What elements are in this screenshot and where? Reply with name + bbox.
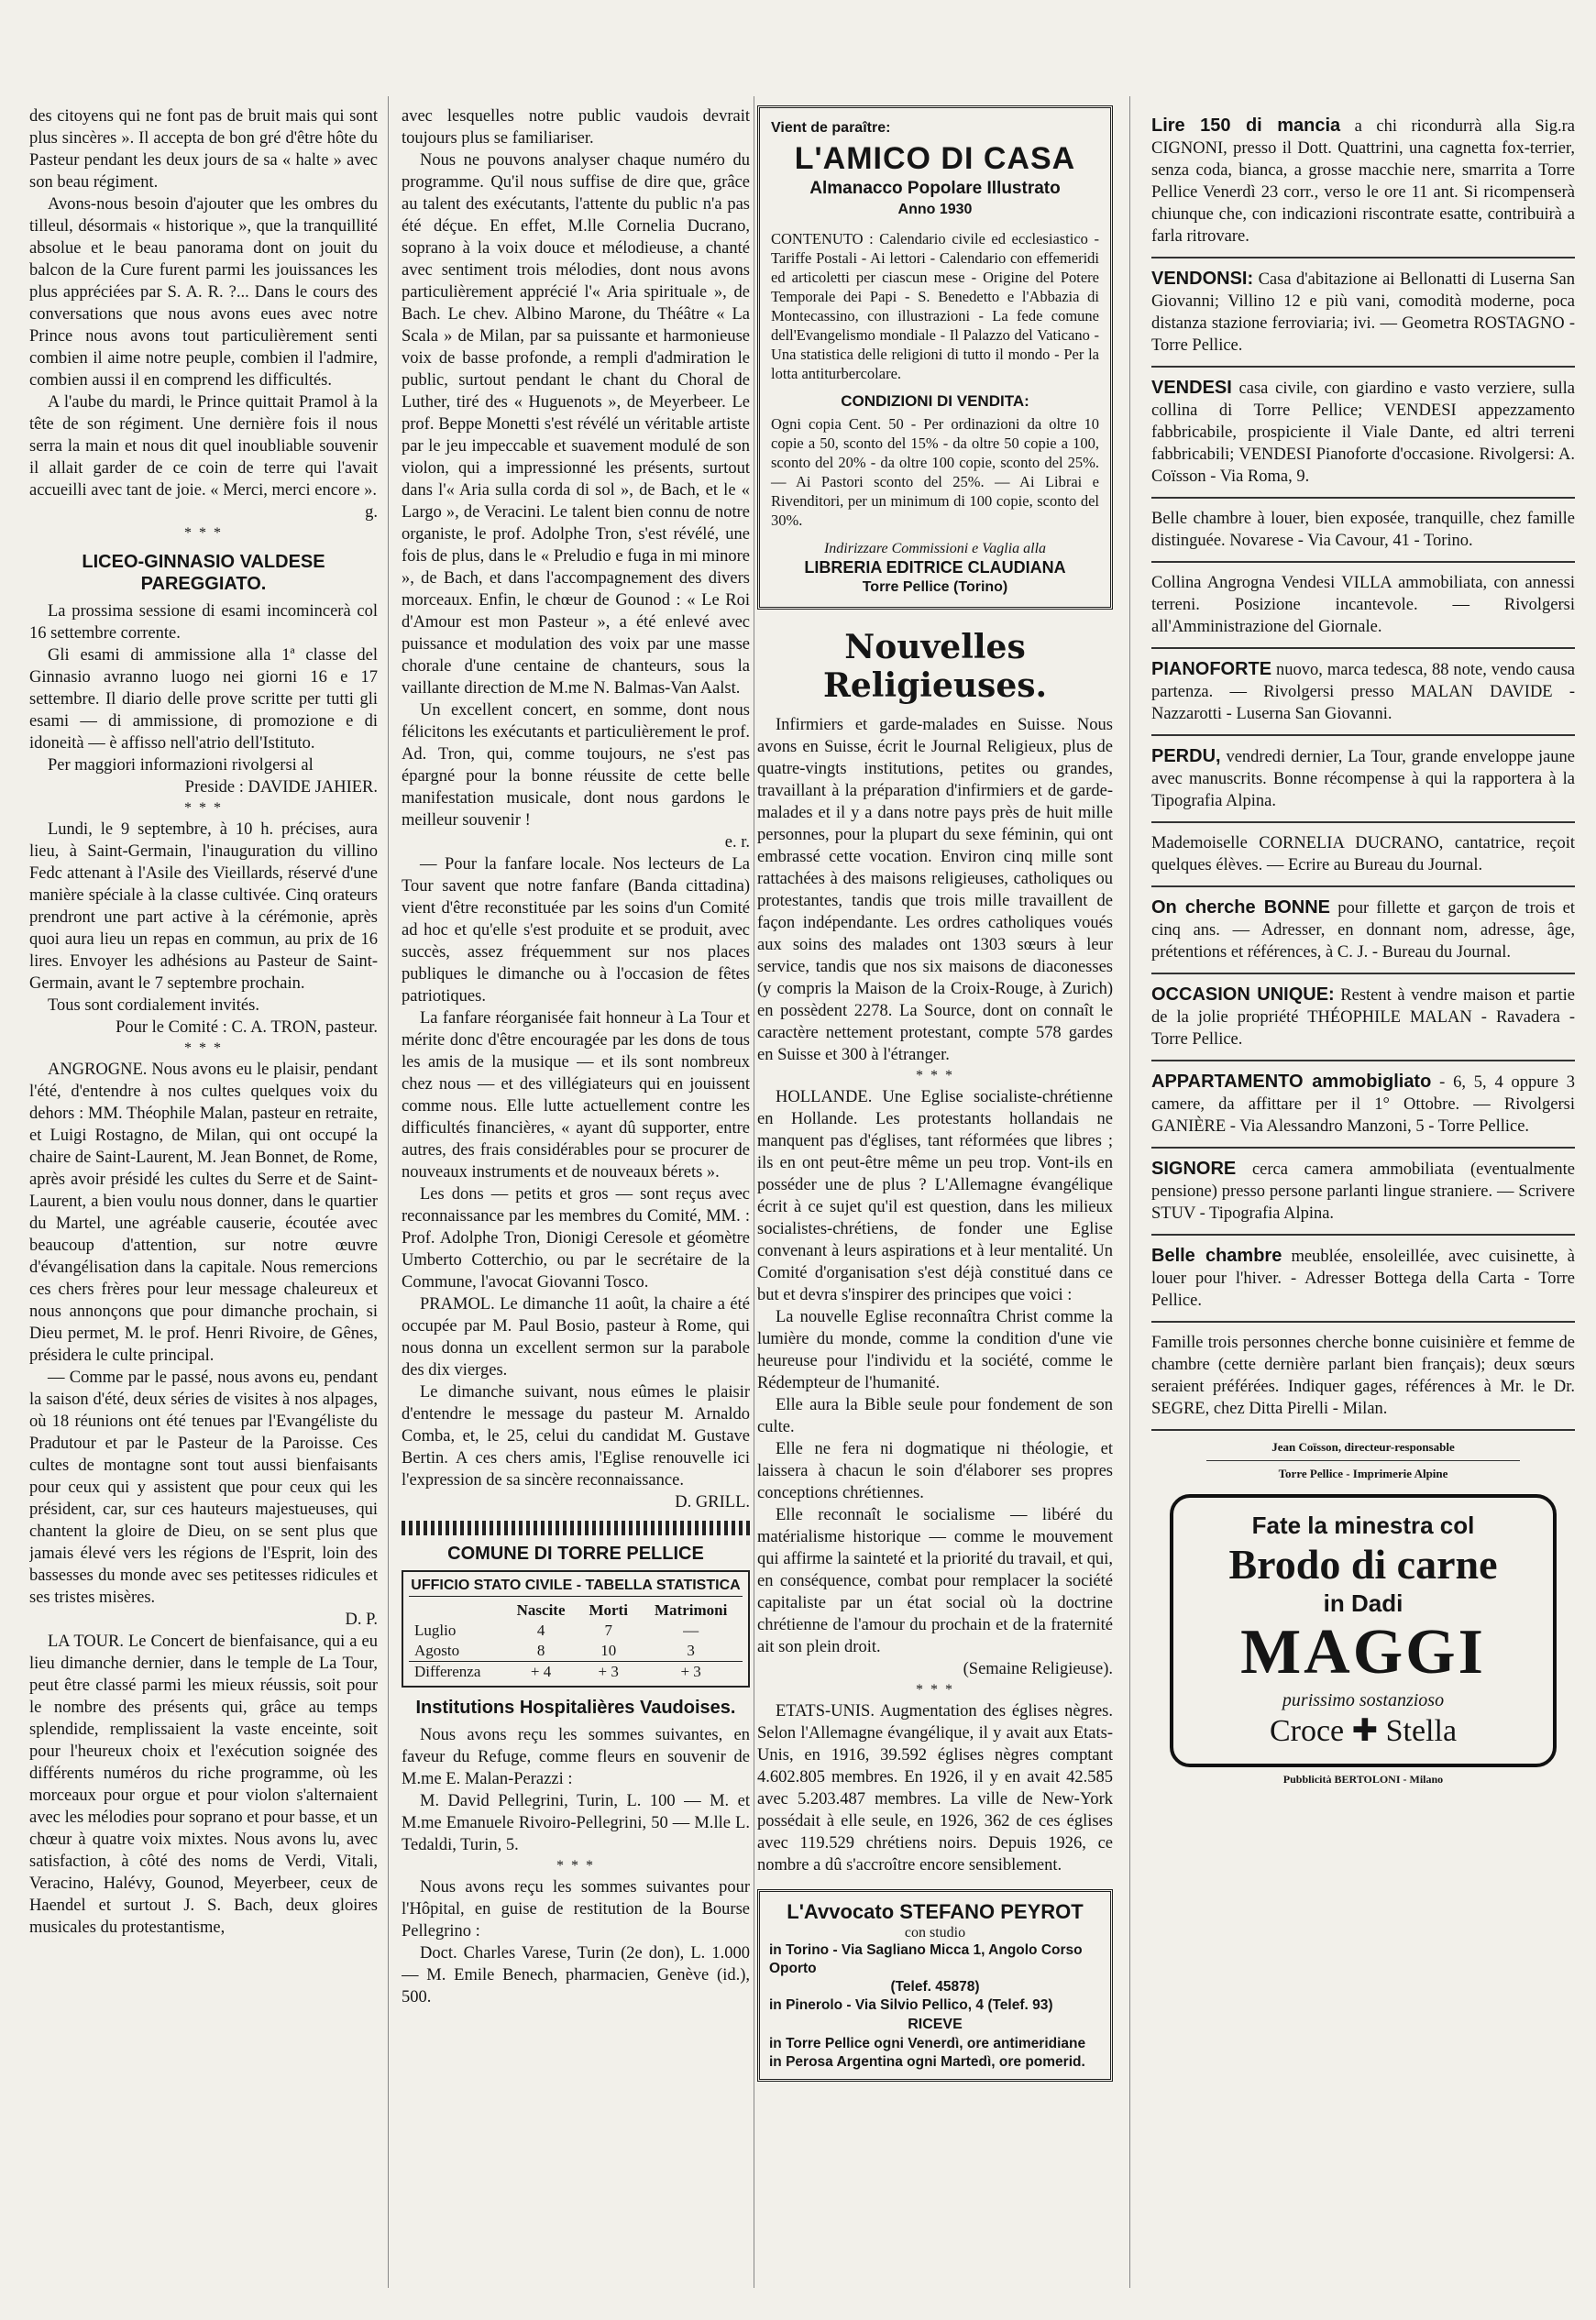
maggi-line2: Brodo di carne <box>1228 1541 1498 1588</box>
section-separator: * * * <box>916 1682 954 1698</box>
signature: Pour le Comité : C. A. TRON, pasteur. <box>116 1018 378 1037</box>
classified-ad <box>1151 1149 1575 1236</box>
amico-subtitle: Almanacco Popolare Illustrato <box>809 179 1061 198</box>
paragraph: LA TOUR. Le Concert de bienfaisance, qui a eu lieu dimanche dernier, dans le temple de La Tour, peut être classé parmi les mieux réussis, soit pour le nombre des présents qui, grâce au temps splendide, remplissaient la vaste enceinte, soit pour l'heureux choix et l'exécution soignée des différents numéros du riche programme, où les morceaux pour orgue et pour violon s'alternaient avec les mélodies pour soprano et pour basse, et un chœur à quatre voix mixtes. Nous avons lu, avec satisfaction, à côté des noms de Verdi, Vitali, Veracino, Halévy, Gounod, Meyerbeer, ceux de Haendel et surtout J. S. Bach, deux gloires musicales du protestantisme, <box>29 1633 378 1937</box>
signature: e. r. <box>724 833 750 852</box>
column-2-articles <box>402 105 750 1513</box>
section-separator: * * * <box>556 1858 595 1874</box>
paragraph: La nouvelle Eglise reconnaîtra Christ comme la lumière du monde, comme la condition d'une vie heureuse pour l'individu et la société, comme le Rédempteur de l'humanité. <box>757 1308 1113 1392</box>
classified-ad-lead: Lire 150 di mancia <box>1151 115 1341 136</box>
signature: g. <box>365 503 378 522</box>
heading: Institutions Hospitalières Vaudoises. <box>415 1698 736 1718</box>
stat-cell: Luglio <box>414 1622 457 1639</box>
paragraph: ANGROGNE. Nous avons eu le plaisir, pendant l'été, d'entendre à nos cultes quelques voix du dehors : MM. Théophile Malan, pasteur en retraite, et Luigi Rostagno, de Milan, qui ont occupé la chaire de Saint-Laurent, M. Jean Bonnet, de Rome, après avoir présidé les cultes du Serre et de Saint-Laurent, a bien voulu nous donner, dans le quartier du Martel, une agréable causerie, écoutée avec beaucoup d'attention, sur notre œuvre d'évangélisation dans la capitale. Nous remercions ces chers frères pour leur message chaleureux et nous annonçons que pour dimanche prochain, si Dieu permet, M. le prof. Henri Rivoire, de Gênes, présidera le culte principal. <box>29 1061 378 1365</box>
stat-cell: 4 <box>536 1622 545 1639</box>
paragraph: M. David Pellegrini, Turin, L. 100 — M. et M.me Emanuele Rivoiro-Pellegrini, 50 — M.lle L. Tedaldi, Turin, 5. <box>402 1792 750 1854</box>
stat-row <box>409 1621 743 1641</box>
classified-ad <box>1151 105 1575 258</box>
stat-table-box <box>402 1570 750 1688</box>
classified-ad-body: nuovo, marca tedesca, 88 note, vendo causa partenza. — Rivolgersi presso MALAN DAVIDE - Nazzarotti - Luserna San Giovanni. <box>1151 661 1575 723</box>
section-separator: * * * <box>184 1040 223 1056</box>
classified-ad-body: pour fillette et garçon de trois et cinq ans. — Adresser, en donnant nom, adresse, âge, prétentions et références, à C. J. - Bureau du Journal. <box>1151 899 1575 962</box>
paragraph: La prossima sessione di esami incomincerà col 16 settembre corrente. <box>29 602 378 643</box>
heading: LICEO-GINNASIO VALDESE PAREGGIATO. <box>82 552 325 594</box>
paragraph: des citoyens qui ne font pas de bruit mais qui sont plus sincères ». Il accepta de bon gré d'être hôte du Pasteur pendant les deux jours de sa « halte » avec son beau régiment. <box>29 107 378 192</box>
classified-ad-text <box>1151 268 1575 357</box>
classified-ad-lead: SIGNORE <box>1151 1159 1237 1179</box>
classified-ad-lead: PERDU, <box>1151 746 1221 766</box>
classified-ad <box>1151 1061 1575 1149</box>
amico-city: Torre Pellice (Torino) <box>862 579 1008 595</box>
avvocato-torino: in Torino - Via Sagliano Micca 1, Angolo Corso Oporto <box>769 1942 1083 1976</box>
maggi-line5: purissimo sostanzioso <box>1282 1690 1445 1710</box>
comune-title: COMUNE DI TORRE PELLICE <box>447 1544 704 1564</box>
classified-ad-lead: VENDONSI: <box>1151 269 1254 289</box>
classified-ad <box>1151 1236 1575 1323</box>
paragraph: Nous avons reçu les sommes suivantes pour l'Hôpital, en guise de restitution de la Bourse Pellegrino : <box>402 1878 750 1941</box>
paragraph: Les dons — petits et gros — sont reçus avec reconnaissance par les membres du Comité, MM. : Prof. Adolphe Tron, Dionigi Ceresole et géomètre Umberto Cotterchio, ou par le secrétaire de la Commune, l'avocat Giovanni Tosco. <box>402 1185 750 1292</box>
amico-libreria: LIBRERIA EDITRICE CLAUDIANA <box>804 558 1066 577</box>
stat-cell: Differenza <box>414 1663 481 1680</box>
amico-year: Anno 1930 <box>897 202 973 217</box>
classified-ad-body: Casa d'abitazione ai Bellonatti di Luserna San Giovanni; Villino 12 e più vani, comodità moderne, poca distanza stazione ferroviaria; ivi. — Geometra ROSTAGNO - Torre Pellice. <box>1151 270 1575 355</box>
classified-ad <box>1151 499 1575 563</box>
signature: D. P. <box>345 1611 378 1629</box>
paragraph: Per maggiori informazioni rivolgersi al <box>48 756 314 775</box>
classified-ad-lead: VENDESI <box>1151 378 1232 398</box>
classified-ad-text <box>1151 745 1575 812</box>
classified-ad-text <box>1151 377 1575 488</box>
section-separator: * * * <box>184 800 223 816</box>
maggi-brand: MAGGI <box>1240 1617 1486 1688</box>
amico-indir: Indirizzare Commissioni e Vaglia alla <box>823 541 1047 556</box>
section-separator: * * * <box>184 525 223 541</box>
nouvelles-religieuses-title: Nouvelles Religieuses. <box>822 628 1048 705</box>
stat-row <box>409 1641 743 1662</box>
classified-ad-text <box>1151 508 1575 552</box>
stat-cell: — <box>683 1622 699 1639</box>
classified-ad-text <box>1151 1158 1575 1225</box>
paragraph: — Pour la fanfare locale. Nos lecteurs de La Tour savent que notre fanfare (Banda cittadina) vient d'être reconstituée par les soins d'un Comité ad hoc et qu'elle s'est produite et se produit, avec succès, assez fréquemment sur nos places publiques le dimanche ou à l'occasion de fêtes patriotiques. <box>402 855 750 1006</box>
classified-ad-text <box>1151 658 1575 725</box>
maggi-line3: in Dadi <box>1323 1589 1403 1617</box>
classified-ad-lead: PIANOFORTE <box>1151 659 1272 679</box>
signature: D. GRILL. <box>675 1493 750 1512</box>
column-3 <box>757 105 1113 2082</box>
maggi-line6: Croce ✚ Stella <box>1269 1714 1458 1748</box>
classified-ad-text <box>1151 832 1575 876</box>
avvocato-torino-tel: (Telef. 45878) <box>890 1979 980 1995</box>
classified-ad-text <box>1151 1245 1575 1312</box>
column-1 <box>29 105 378 1939</box>
footer-director: Jean Coïsson, directeur-responsable <box>1271 1440 1455 1454</box>
amico-pre: Vient de paraître: <box>771 120 891 136</box>
avvocato-pinerolo: in Pinerolo - Via Silvio Pellico, 4 (Telef. 93) <box>769 1997 1053 2013</box>
column-2 <box>402 105 750 2008</box>
paragraph: ETATS-UNIS. Augmentation des églises nègres. Selon l'Allemagne évangélique, il y avait aux Etats-Unis, en 1916, 39.592 églises nègres comptant 4.602.805 membres. En 1926, il y en avait 42.585 avec 5.203.487 membres. La ville de New-York possédait à elle seule, en 1926, 362 de ces églises avec 119.529 chrétiens noirs. Depuis 1926, ce nombre a dû s'accroître encore sensiblement. <box>757 1702 1113 1875</box>
amico-di-casa-ad <box>757 105 1113 610</box>
classified-ad-body: Mademoiselle CORNELIA DUCRANO, cantatrice, reçoit quelques élèves. — Ecrire au Bureau du Journal. <box>1151 834 1575 874</box>
stat-header <box>409 1600 504 1621</box>
classified-ad-body: Belle chambre à louer, bien exposée, tranquille, chez famille distinguée. Novarese - Via Cavour, 41 - Torino. <box>1151 510 1575 550</box>
paragraph: Le dimanche suivant, nous eûmes le plaisir d'entendre le message du pasteur M. Arnaldo Comba, et, le 25, celui du candidat M. Gustave Bertin. A ces chers amis, l'Eglise renouvelle ici l'expression de sa sincère reconnaissance. <box>402 1383 750 1490</box>
avvocato-perosa: in Perosa Argentina ogni Martedì, ore pomerid. <box>769 2054 1085 2070</box>
stat-cell: + 3 <box>680 1663 701 1680</box>
paragraph: Nous ne pouvons analyser chaque numéro du programme. Qu'il nous suffise de dire que, grâce au talent des exécutants, l'attente du public n'a pas été déçue. En effet, M.lle Cornelia Ducrano, soprano à la voix douce et mélodieuse, a chanté avec sentiment trois mélodies, dont nous avons particulièrement apprécié l'« Aria spirituale », de Bach. Le chev. Albino Marone, du Théâtre « La Scala » de Milan, par sa puissante et harmonieuse voix de basse profonde, a rempli d'admiration le public, surtout pendant le chant du Choral de Luther, tiré des « Huguenots », de Meyerbeer. Le prof. Beppe Monetti s'est révélé un véritable artiste par le jeu impeccable et suavement modulé de son violon, qui a impressionné les présents, surtout dans l'« Aria sulla corda di sol », de Bach, et le « Largo », de Veracini. Le talent bien connu de notre organiste, le prof. Adolphe Tron, s'est révélé, une fois de plus, dans le « Preludio e fuga in mi minore », de Bach, et dans l'accompagnement des divers morceaux. Enfin, le chœur de Gounod : « Le Roi d'Amour est mon Pasteur », a été enlevé avec puissance et modulation des voix par une masse chorale d'une centaine de chanteurs, sous la vaillante direction de M.me N. Balmas-Van Aalst. <box>402 151 750 698</box>
column-4-classifieds <box>1151 105 1575 1787</box>
classified-ads <box>1151 105 1575 1431</box>
institutions-section <box>402 1697 750 2008</box>
paragraph: HOLLANDE. Une Eglise socialiste-chrétienne en Hollande. Les protestants hollandais ne manquent pas d'églises, tant réformées que libres ; ils en ont peut-être même un peu trop. Vont-ils en posséder une de plus ? L'Allemagne évangélique écrit à ce sujet qu'il est question, dans les milieux socialistes-chrétiens, de fonder une Eglise convenant à leurs aspirations et à leur mentalité. Un Comité d'organisation s'est déjà constitué dans ce but et devra s'inspirer des principes que voici : <box>757 1088 1113 1304</box>
classified-ad <box>1151 974 1575 1061</box>
maggi-line1: Fate la minestra col <box>1251 1512 1475 1539</box>
classified-ad-text <box>1151 572 1575 638</box>
pubblicita-credit: Pubblicità BERTOLONI - Milano <box>1282 1773 1444 1786</box>
stat-cell: 7 <box>604 1622 612 1639</box>
stat-cell: 10 <box>600 1642 617 1659</box>
stat-cell: Agosto <box>414 1642 460 1659</box>
paragraph: Infirmiers et garde-malades en Suisse. Nous avons en Suisse, écrit le Journal Religieux, plus de quatre-vingts institutions, petites ou grandes, travaillant à la préparation d'infirmiers et de garde-malades et il y a dans notre pays près de huit mille personnes, pour la plupart du sexe féminin, qui ont embrassé cette vocation. Environ cinq mille sont rattachées à des maisons religieuses, catholiques ou protestantes, tandis que trois mille travaillent de façon indépendante. Les ordres catholiques voués aux soins des malades ont 1303 sœurs à leur service, tandis que nos six maisons de diaconesses (y compris la Maison de la Croix-Rouge, à Zurich) en possèdent 2278. La Source, dont on connaît le caractère nettement protestant, compte 578 gardes en Suisse et 300 à l'étranger. <box>757 716 1113 1064</box>
paragraph: Elle aura la Bible seule pour fondement de son culte. <box>757 1396 1113 1436</box>
classified-ad-body: Famille trois personnes cherche bonne cuisinière et femme de chambre (cette dernière parlant bien français); deux sœurs seraient préférées. Indiquer gages, références à Mr. le Dr. SEGRE, chez Ditta Pirelli - Milan. <box>1151 1334 1575 1418</box>
classified-ad <box>1151 563 1575 649</box>
amico-cond: Ogni copia Cent. 50 - Per ordinazioni da oltre 10 copie a 50, sconto del 15% - da oltre 50 copie a 100, sconto del 20% - da oltre 100 copie, sconto del 25%. — Ai Pastori sconto del 25%. — Ai Librai e Rivenditori, per un minimum di 100 copie, sconto del 30%. <box>771 415 1099 529</box>
stat-table <box>409 1600 743 1682</box>
paragraph: avec lesquelles notre public vaudois devrait toujours plus se familiariser. <box>402 107 750 148</box>
classified-ad <box>1151 368 1575 499</box>
section-separator: * * * <box>916 1068 954 1083</box>
signature: Preside : DAVIDE JAHIER. <box>184 778 378 797</box>
classified-ad-body: Collina Angrogna Vendesi VILLA ammobiliata, con annessi terreni. Posizione incantevole. — Rivolgersi all'Amministrazione del Giornale. <box>1151 574 1575 636</box>
classified-ad-body: - 6, 5, 4 oppure 3 camere, da affittare per il 1° Ottobre. — Rivolgersi GANIÈRE - Via Alessandro Manzoni, 5 - Torre Pellice. <box>1151 1073 1575 1136</box>
classified-ad-body: a chi ricondurrà alla Sig.ra CIGNONI, presso il Dott. Quattrini, una cagnetta fox-terrier, senza coda, bianca, a grosse macchie nere, smarrita a Torre Pellice Venerdì 23 corr., verso le ore 11 ant. Si ricompenserà chiunque che, con indicazioni riscontrate esatte, contribuirà a farla ritrovare. <box>1151 117 1575 246</box>
classified-ad-lead: Belle chambre <box>1151 1246 1282 1266</box>
paragraph: Lundi, le 9 septembre, à 10 h. précises, aura lieu, à Saint-Germain, l'inauguration du villino Fedc attenant à l'Asile des Vieillards, réservé d'une manière spéciale à la classe cultivée. Cinq orateurs prendront une part active à la cérémonie, après quoi aura lieu un repas en commun, au prix de 16 lires. Envoyer les adhésions au Pasteur de Saint-Germain, avant le 7 septembre prochain. <box>29 820 378 993</box>
classified-ad-text <box>1151 115 1575 247</box>
classified-ad-body: meublée, ensoleillée, avec cuisinette, à louer pour l'hiver. - Adresser Bottega della Carta - Torre Pellice. <box>1151 1248 1575 1310</box>
ornament-divider <box>402 1521 750 1535</box>
classified-ad-text <box>1151 1071 1575 1138</box>
paragraph: Nous avons reçu les sommes suivantes, en faveur du Refuge, comme fleurs en souvenir de M.me E. Malan-Perazzi : <box>402 1726 750 1788</box>
amico-title: L'AMICO DI CASA <box>794 141 1076 176</box>
classified-ad-lead: OCCASION UNIQUE: <box>1151 984 1335 1005</box>
stat-cell: + 4 <box>530 1663 552 1680</box>
classified-ad <box>1151 1323 1575 1431</box>
signature: (Semaine Religieuse). <box>963 1660 1113 1678</box>
stat-row <box>409 1662 743 1683</box>
footer-printer: Torre Pellice - Imprimerie Alpine <box>1278 1467 1448 1480</box>
paragraph: A l'aube du mardi, le Prince quittait Pramol à la tête de son régiment. Une dernière fois il nous serra la main et nous dit quel inoubliable souvenir il allait garder de ce coin de terre qui l'avait accueilli avec tant de joie. « Merci, merci encore ». <box>29 393 378 500</box>
stat-table-subtitle: UFFICIO STATO CIVILE - TABELLA STATISTICA <box>409 1576 743 1597</box>
stat-header: Nascite <box>516 1601 566 1619</box>
classified-ad-text <box>1151 896 1575 963</box>
paragraph: PRAMOL. Le dimanche 11 août, la chaire a été occupée par M. Paul Bosio, pasteur à Rome, qui nous donna un excellent sermon sur la parabole des dix vierges. <box>402 1295 750 1380</box>
stat-header: Matrimoni <box>654 1601 728 1619</box>
paragraph: Elle reconnaît le socialisme — libéré du matérialisme historique — comme le mouvement qui affirme la sainteté et la priorité du travail, et qui, en conséquence, combat pour remplacer la société capitaliste par un état social où la doctrine chrétienne de l'amour du prochain et de la fraternité ait son plein droit. <box>757 1506 1113 1656</box>
classified-ad <box>1151 823 1575 887</box>
paragraph: Doct. Charles Varese, Turin (2e don), L. 1.000 — M. Emile Benech, pharmacien, Genève (id.), 500. <box>402 1944 750 2007</box>
avvocato-title: L'Avvocato STEFANO PEYROT <box>787 1900 1084 1923</box>
amico-contenuto: CONTENUTO : Calendario civile ed ecclesiastico - Tariffe Postali - Ai lettori - Calendario con effemeridi ed articoletti per ciascun mese - Origine del Potere Temporale dei Papi - S. Benedetto e l'Abbazia di Montecassino, con illustrazioni - La fede comune dell'Evangelismo mondiale - Il Palazzo del Vaticano - Una statistica delle religioni di tutto il mondo - Per la lotta antiturbercolare. <box>771 230 1099 382</box>
classified-ad <box>1151 736 1575 823</box>
classified-ad-text <box>1151 1332 1575 1420</box>
stat-header: Morti <box>589 1601 628 1619</box>
stat-cell: 3 <box>687 1642 695 1659</box>
paragraph: Gli esami di ammissione alla 1ª classe del Ginnasio avranno luogo nei giorni 16 e 17 settembre. Il diario delle prove scritte per tutti gli esami — di ammissione, di promozione e di idoneità — è affisso nell'atrio dell'Istituto. <box>29 646 378 753</box>
paragraph: Un excellent concert, en somme, dont nous félicitons les exécutants et particulièrement le prof. Ad. Tron, qui, comme toujours, ne s'est pas épargné pour la bonne réussite de cette belle manifestation musicale, dont nous gardons le meilleur souvenir ! <box>402 701 750 830</box>
classified-ad-body: cerca camera ammobiliata (eventualmente pensione) presso persone parlanti lingue straniere. — Scrivere STUV - Tipografia Alpina. <box>1151 1160 1575 1223</box>
paragraph: Elle ne fera ni dogmatique ni théologie, et laissera à chacun le soin d'élaborer ses propres conceptions chrétiennes. <box>757 1440 1113 1502</box>
maggi-ad <box>1170 1494 1557 1767</box>
classified-ad-lead: On cherche BONNE <box>1151 897 1330 918</box>
paragraph: Avons-nous besoin d'ajouter que les ombres du tilleul, désormais « historique », que la tranquillité absolue et le beau panorama dont on jouit du balcon de la Cure furent parmi les jouissances les plus appréciées par S. A. R. ?... Dans le cours des conversations que nous avons eues avec notre Prince nous avons tout particulièrement senti combien il aime notre peuple, combien il l'admire, combien aussi il en comprend les difficultés. <box>29 195 378 390</box>
paragraph: La fanfare réorganisée fait honneur à La Tour et mérite donc d'être encouragée par les dons de tous les amis de la musique — et ils sont nombreux chez nous — et des villégiateurs qui en jouissent comme nous. Elle lutte actuellement contre les difficultés financières, « ayant dû supporter, entre autres, des frais considérables pour se procurer de nouveaux instruments et de nouveaux bérets ». <box>402 1009 750 1182</box>
paragraph: — Comme par le passé, nous avons eu, pendant la saison d'été, deux séries de visites à nos alpages, où 18 réunions ont été tenues par l'Evangéliste du Pradutour et par le Pasteur de la Paroisse. Ces cultes de montagne sont tout aussi bienfaisants pour ceux qui y assistent que pour ceux qui les président, car, sur ces hauteurs majestueuses, qui chantent la gloire de Dieu, on se sent plus que jamais élevé vers les régions de l'Esprit, loin des bassesses du monde avec ses petitesses ridicules et ses tristes misères. <box>29 1369 378 1607</box>
classified-ad <box>1151 649 1575 736</box>
avvocato-riceve: RICEVE <box>908 2017 963 2032</box>
classified-ad-body: vendredi dernier, La Tour, grande enveloppe jaune avec manuscrits. Bonne récompense à qui la rapportera à la Tipografia Alpina. <box>1151 748 1575 810</box>
classified-ad <box>1151 258 1575 368</box>
stat-cell: + 3 <box>598 1663 619 1680</box>
classified-ad-body: casa civile, con giardino e vasto verziere, sulla collina di Torre Pellice; VENDESI appezzamento fabbricabile, prospiciente il Viale Dante, ed altri terreni fabbricabili; VENDESI Pianoforte d'occasione. Rivolgersi: A. Coïsson - Via Roma, 9. <box>1151 379 1575 486</box>
amico-cond-title: CONDIZIONI DI VENDITA: <box>841 392 1029 410</box>
classified-ad-body: Restent à vendre maison et partie de la jolie propriété THÉOPHILE MALAN - Ravadera - Torre Pellice. <box>1151 986 1575 1049</box>
avvocato-ad <box>757 1889 1113 2082</box>
classified-ad <box>1151 887 1575 974</box>
column-3-articles <box>757 714 1113 1876</box>
classified-ad-text <box>1151 984 1575 1050</box>
classified-ad-lead: APPARTAMENTO ammobigliato <box>1151 1072 1432 1092</box>
avvocato-con: con studio <box>904 1925 966 1941</box>
avvocato-torre: in Torre Pellice ogni Venerdì, ore antimeridiane <box>769 2036 1086 2051</box>
stat-cell: 8 <box>536 1642 545 1659</box>
paragraph: Tous sont cordialement invités. <box>48 996 259 1015</box>
